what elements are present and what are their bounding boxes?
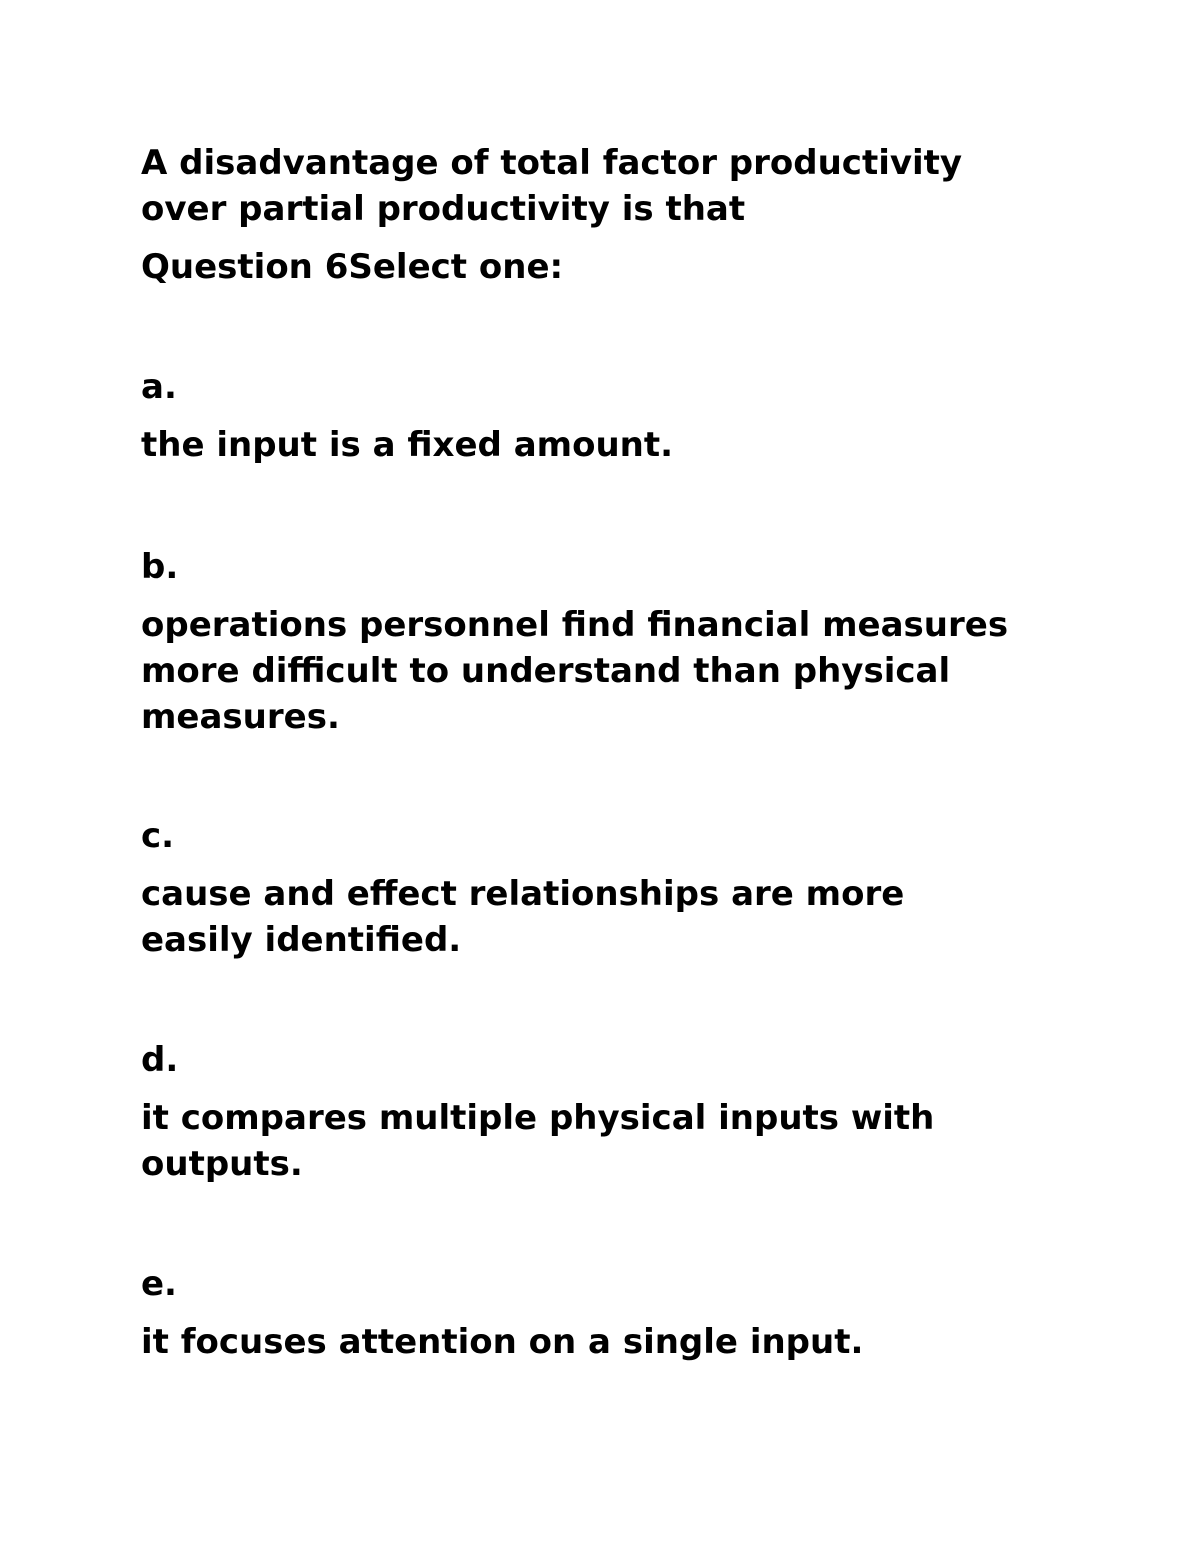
option-letter: e.	[141, 1264, 177, 1304]
option-letter: b.	[141, 547, 179, 587]
question-prompt: Question 6Select one:	[141, 247, 564, 287]
option-letter: a.	[141, 367, 177, 407]
option-a	[141, 364, 1071, 468]
option-text: it focuses attention on a single input.	[141, 1322, 864, 1362]
option-b	[141, 544, 1071, 740]
option-e	[141, 1261, 1071, 1365]
option-c	[141, 813, 991, 963]
option-text: operations personnel find financial measures more difficult to understand than physical measures.	[141, 605, 1009, 737]
question-text: A disadvantage of total factor productivity over partial productivity is that	[141, 143, 963, 229]
option-text: it compares multiple physical inputs with outputs.	[141, 1098, 935, 1184]
option-text: cause and effect relationships are more easily identified.	[141, 874, 905, 960]
option-text: the input is a fixed amount.	[141, 425, 674, 465]
document-page	[141, 140, 1071, 1362]
option-letter: d.	[141, 1040, 179, 1080]
option-letter: c.	[141, 816, 175, 856]
option-d	[141, 1037, 991, 1187]
